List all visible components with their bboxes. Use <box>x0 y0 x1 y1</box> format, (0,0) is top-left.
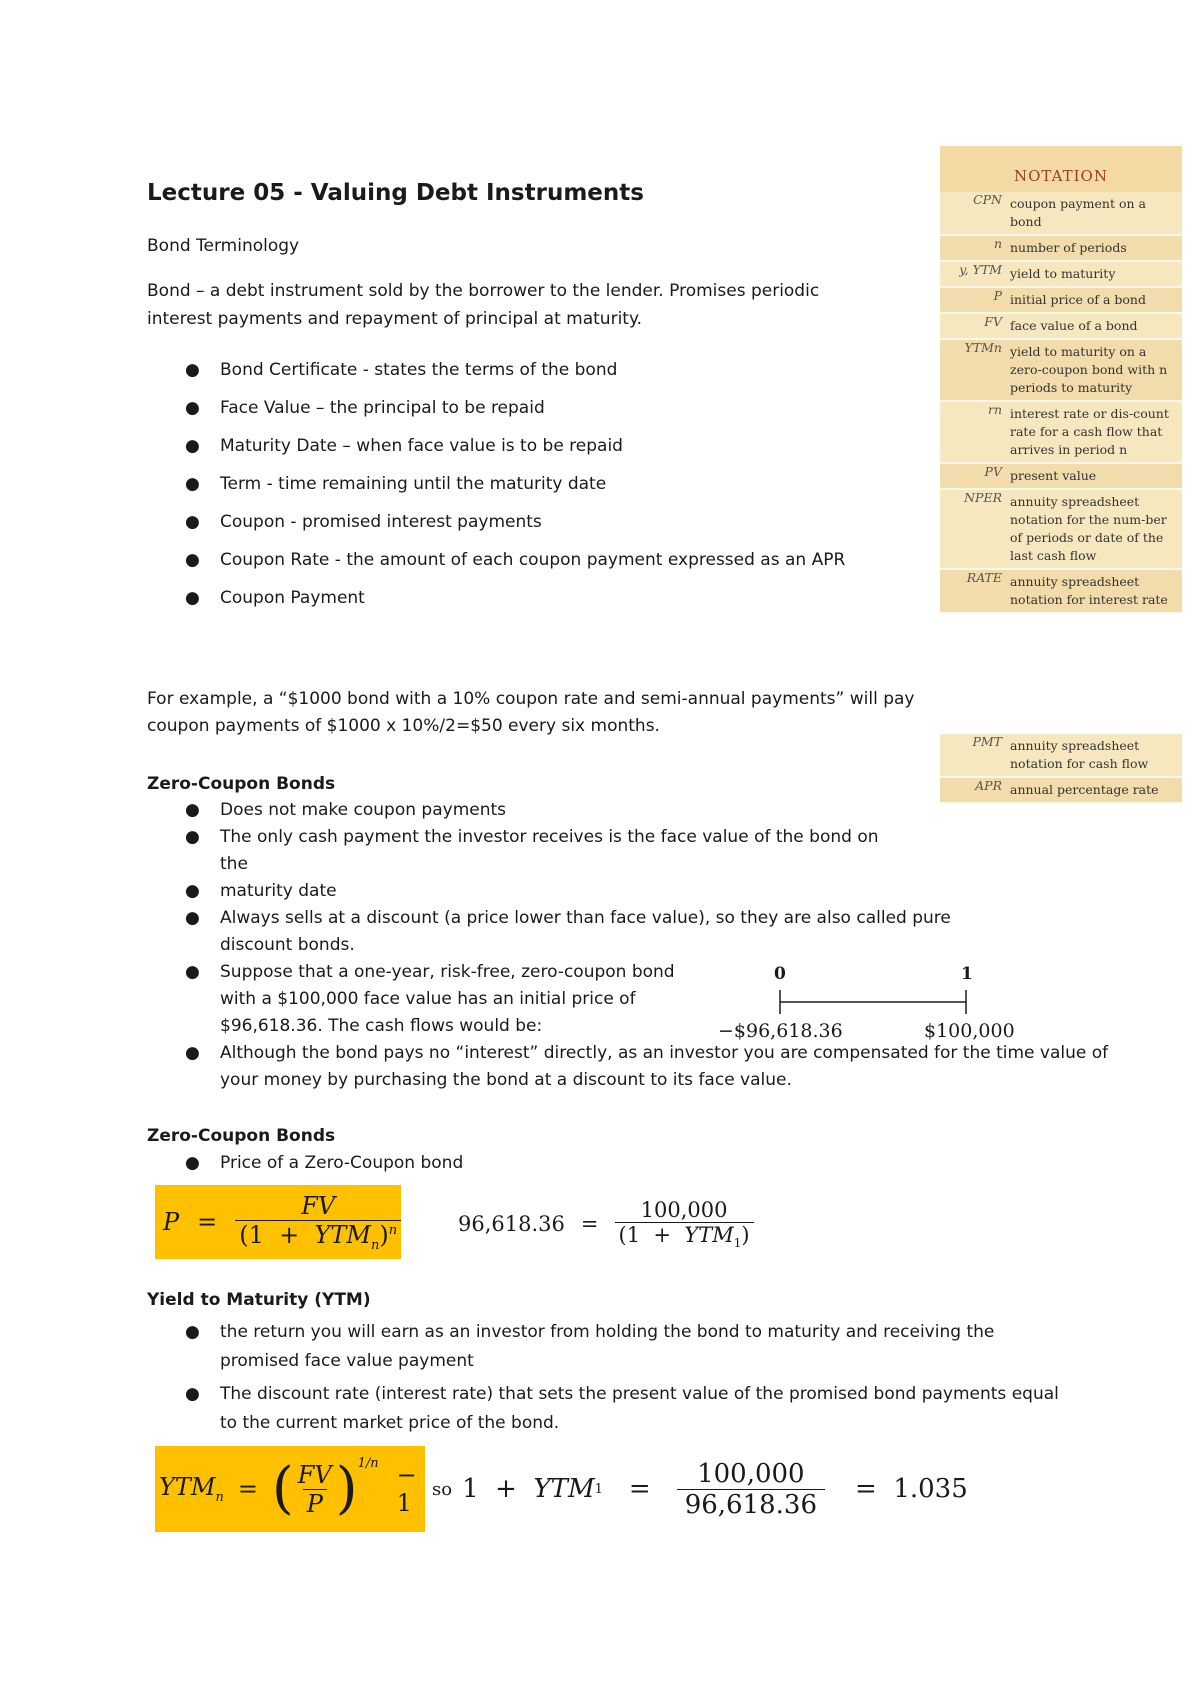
notation-row: CPN coupon payment on a bond <box>940 192 1182 236</box>
formula-fraction <box>235 1192 401 1253</box>
timeline-cashflow-1: $100,000 <box>924 1020 1015 1042</box>
formula-lhs: P <box>163 1208 180 1236</box>
notation-row: APR annual percentage rate <box>940 778 1182 804</box>
cash-flow-timeline <box>718 960 1015 1050</box>
formula-denominator: $(1 + YTM_1)$ <box>615 1222 754 1250</box>
formula-rhs-lhs: 1 + <box>462 1474 534 1504</box>
formula-rhs-sub: 1 <box>594 1481 603 1497</box>
list-item: ● Coupon Payment <box>147 584 907 622</box>
formula-lhs: $YTM_n$ <box>159 1473 224 1505</box>
formula-denominator: P <box>303 1489 327 1518</box>
notation-rows <box>940 192 1182 614</box>
price-formula <box>155 1185 401 1259</box>
formula-exponent: 1/n <box>357 1456 379 1471</box>
notation-row: YTMn yield to maturity on a zero-coupon bond with n periods to maturity <box>940 340 1182 402</box>
formula-minus-one: − 1 <box>396 1461 417 1517</box>
list-item: ● Maturity Date – when face value is to be repaid <box>147 432 907 470</box>
notation-row: RATE annuity spreadsheet notation for interest rate <box>940 570 1182 614</box>
list-item: ● maturity date <box>147 878 1027 905</box>
bullet-icon: ● <box>185 550 200 570</box>
notation-row: PV present value <box>940 464 1182 490</box>
formula-rhs-var: YTM <box>533 1474 595 1504</box>
list-item: ● the return you will earn as an investor from holding the bond to maturity and receiving the promised face value payment <box>147 1318 1067 1376</box>
bullet-icon: ● <box>185 1043 200 1063</box>
bullet-icon: ● <box>185 360 200 380</box>
list-item: ● The discount rate (interest rate) that sets the present value of the promised bond payments equal to the current market price of the bond. <box>147 1380 1067 1438</box>
list-item: ● Price of a Zero-Coupon bond <box>147 1150 747 1177</box>
notation-row: y, YTM yield to maturity <box>940 262 1182 288</box>
notation-row: NPER annuity spreadsheet notation for the num-ber of periods or date of the last cash flow <box>940 490 1182 570</box>
timeline-cashflow-0: −$96,618.36 <box>718 1020 843 1042</box>
ytm-list <box>147 1318 1067 1438</box>
bullet-icon: ● <box>185 474 200 494</box>
list-item: ● The only cash payment the investor receives is the face value of the bond on the <box>147 824 910 878</box>
formula-result: = 1.035 <box>855 1474 968 1504</box>
notation-row: rn interest rate or dis-count rate for a cash flow that arrives in period n <box>940 402 1182 464</box>
timeline-period-0: 0 <box>774 964 786 984</box>
notation-box-continued <box>940 734 1182 804</box>
notation-box <box>940 146 1182 614</box>
bullet-icon: ● <box>185 588 200 608</box>
formula-fraction <box>615 1198 754 1250</box>
price-example-formula <box>458 1192 754 1256</box>
formula-numerator: 100,000 <box>640 1197 728 1222</box>
list-item: ● Although the bond pays no “interest” directly, as an investor you are compensated for the time value of your money by purchasing the bond at a discount to its face value. <box>147 1040 1120 1094</box>
ytm-example-formula <box>432 1446 968 1532</box>
section-heading-zero-coupon: Zero-Coupon Bonds <box>147 774 336 794</box>
list-item: ● Always sells at a discount (a price lower than face value), so they are also called pure discount bonds. <box>147 905 1000 959</box>
notation-row: P initial price of a bond <box>940 288 1182 314</box>
bullet-icon: ● <box>185 827 200 847</box>
bullet-icon: ● <box>185 881 200 901</box>
formula-equals: = <box>628 1474 651 1504</box>
list-item: ● Does not make coupon payments <box>147 797 1027 824</box>
bullet-icon: ● <box>185 512 200 532</box>
bond-definition: Bond – a debt instrument sold by the borrower to the lender. Promises periodic interest payments and repayment of principal at maturity. <box>147 281 820 329</box>
paren-close-icon: ) <box>335 1456 358 1521</box>
bullet-icon: ● <box>185 398 200 418</box>
list-item: ● Suppose that a one-year, risk-free, zero-coupon bond with a $100,000 face value has an initial price of $96,618.36. The cash flows would be: <box>147 959 710 1040</box>
bullet-icon: ● <box>185 1153 200 1173</box>
notation-row: n number of periods <box>940 236 1182 262</box>
formula-numerator: FV <box>301 1191 336 1220</box>
list-item: ● Bond Certificate - states the terms of the bond <box>147 356 907 394</box>
section-heading-bond-terminology: Bond Terminology <box>147 236 300 256</box>
section-heading-zero-coupon-price: Zero-Coupon Bonds <box>147 1126 336 1146</box>
list-item: ● Face Value – the principal to be repaid <box>147 394 907 432</box>
bullet-icon: ● <box>185 1322 200 1342</box>
paren-open-icon: ( <box>271 1456 294 1521</box>
page-title: Lecture 05 - Valuing Debt Instruments <box>147 180 644 206</box>
bullet-icon: ● <box>185 962 200 982</box>
formula-denominator: 96,618.36 <box>677 1489 825 1520</box>
bullet-icon: ● <box>185 908 200 928</box>
notation-heading: NOTATION <box>940 146 1182 192</box>
notation-row: PMT annuity spreadsheet notation for cash flow <box>940 734 1182 778</box>
formula-fraction <box>677 1459 825 1520</box>
formula-lhs: 96,618.36 <box>458 1212 565 1236</box>
terms-list <box>147 356 907 622</box>
section-heading-ytm: Yield to Maturity (YTM) <box>147 1290 371 1310</box>
formula-equals: = <box>580 1212 599 1236</box>
bullet-icon: ● <box>185 800 200 820</box>
timeline-period-1: 1 <box>961 964 973 984</box>
formula-fraction <box>294 1461 336 1518</box>
bullet-icon: ● <box>185 1384 200 1404</box>
formula-numerator: 100,000 <box>697 1458 805 1489</box>
bullet-icon: ● <box>185 436 200 456</box>
list-item: ● Coupon - promised interest payments <box>147 508 907 546</box>
notation-row: FV face value of a bond <box>940 314 1182 340</box>
timeline-axis <box>718 990 980 1016</box>
formula-equals: = <box>237 1475 258 1503</box>
formula-equals: = <box>197 1208 218 1236</box>
formula-so: so <box>432 1478 453 1500</box>
formula-denominator: $(1 + YTM_n)^n$ <box>235 1220 401 1253</box>
ytm-formula <box>155 1446 425 1532</box>
zero-coupon-price-list <box>147 1150 747 1177</box>
formula-numerator: FV <box>297 1460 332 1489</box>
list-item: ● Coupon Rate - the amount of each coupon payment expressed as an APR <box>147 546 907 584</box>
list-item: ● Term - time remaining until the maturity date <box>147 470 907 508</box>
example-text: For example, a “$1000 bond with a 10% coupon rate and semi-annual payments” will pay coupon payments of $1000 x 10%/2=$50 every six months. <box>147 689 915 736</box>
